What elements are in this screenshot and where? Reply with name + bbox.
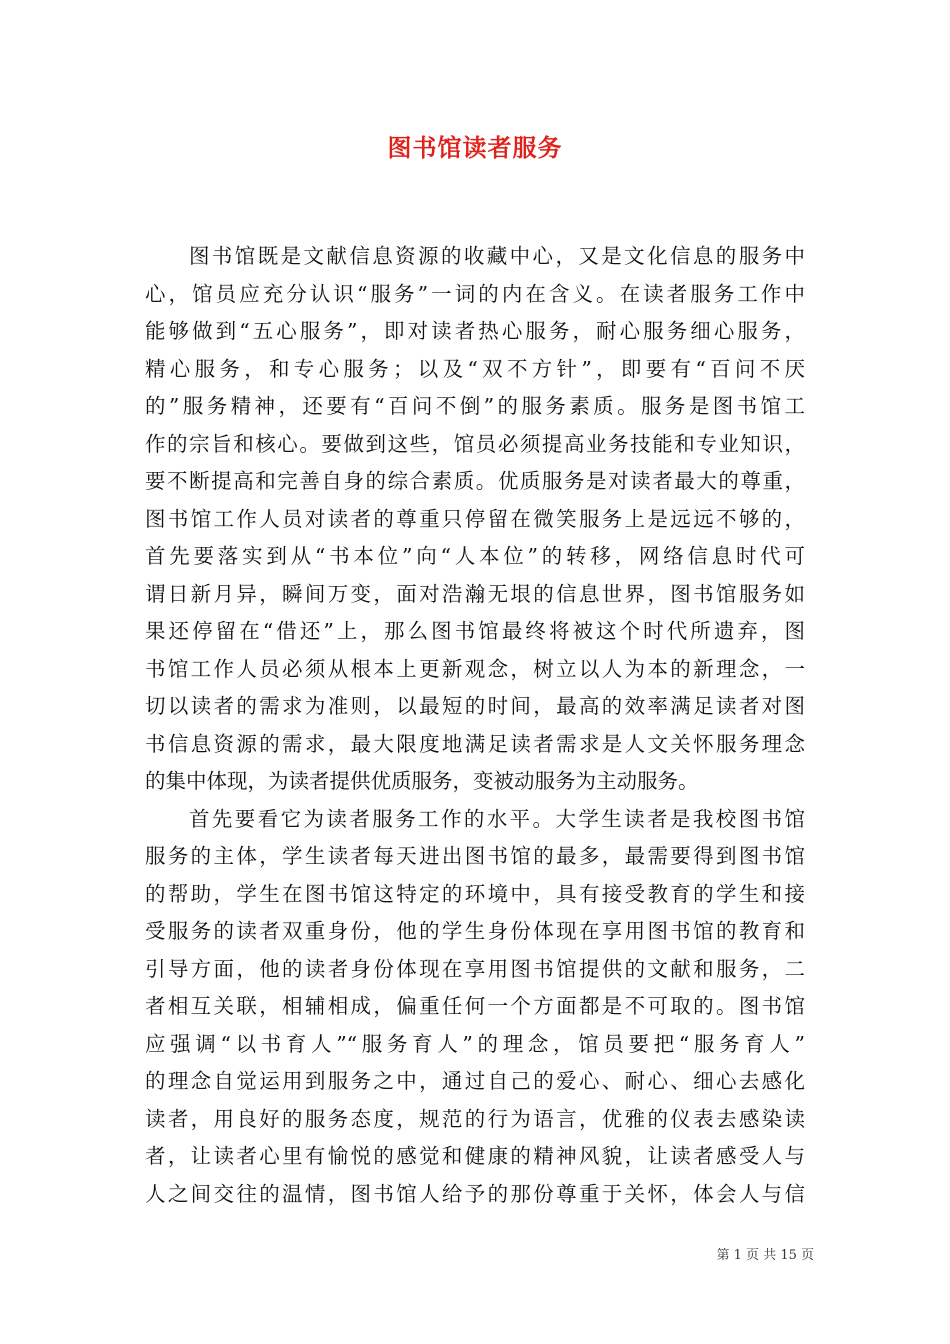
paragraph-line: 的”服务精神，还要有“百问不倒”的服务素质。服务是图书馆工 [145, 394, 805, 418]
paragraph-line: 读者，用良好的服务态度，规范的行为语言，优雅的仪表去感染读 [145, 1106, 805, 1131]
paragraph-line: 图书馆既是文献信息资源的收藏中心，又是文化信息的服务中 [189, 244, 805, 268]
paragraph-line: 应强调“以书育人”“服务育人”的理念，馆员要把“服务育人” [145, 1031, 805, 1056]
paragraph-line: 心，馆员应充分认识“服务”一词的内在含义。在读者服务工作中 [145, 281, 805, 306]
paragraph-line: 的帮助，学生在图书馆这特定的环境中，具有接受教育的学生和接 [145, 881, 805, 906]
paragraph-line: 首先要看它为读者服务工作的水平。大学生读者是我校图书馆 [189, 806, 805, 831]
paragraph-line: 者相互关联，相辅相成，偏重任何一个方面都是不可取的。图书馆 [145, 994, 805, 1018]
paragraph-line: 引导方面，他的读者身份体现在享用图书馆提供的文献和服务，二 [145, 956, 805, 981]
paragraph-1 [145, 238, 805, 801]
paragraph-line: 切以读者的需求为准则，以最短的时间，最高的效率满足读者对图 [145, 694, 805, 718]
paragraph-line: 谓日新月异，瞬间万变，面对浩瀚无垠的信息世界，图书馆服务如 [145, 581, 805, 606]
paragraph-line: 书信息资源的需求，最大限度地满足读者需求是人文关怀服务理念 [145, 731, 805, 756]
paragraph-2 [145, 801, 805, 1214]
paragraph-line: 作的宗旨和核心。要做到这些，馆员必须提高业务技能和专业知识， [145, 431, 805, 456]
paragraph-line: 首先要落实到从“书本位”向“人本位”的转移，网络信息时代可 [145, 544, 805, 568]
paragraph-line: 要不断提高和完善自身的综合素质。优质服务是对读者最大的尊重， [145, 469, 805, 493]
paragraph-line: 果还停留在“借还”上，那么图书馆最终将被这个时代所遗弃，图 [145, 619, 805, 643]
paragraph-line: 能够做到“五心服务”，即对读者热心服务，耐心服务细心服务， [145, 319, 805, 343]
paragraph-line: 精心服务，和专心服务；以及“双不方针”，即要有“百问不厌 [145, 356, 805, 381]
paragraph-line: 者，让读者心里有愉悦的感觉和健康的精神风貌，让读者感受人与 [145, 1144, 805, 1168]
paragraph-line: 图书馆工作人员对读者的尊重只停留在微笑服务上是远远不够的， [145, 506, 805, 531]
paragraph-line: 的理念自觉运用到服务之中，通过自己的爱心、耐心、细心去感化 [145, 1069, 805, 1093]
paragraph-line: 的集中体现，为读者提供优质服务，变被动服务为主动服务。 [145, 769, 699, 793]
paragraph-line: 服务的主体，学生读者每天进出图书馆的最多，最需要得到图书馆 [145, 844, 805, 868]
document-title: 图书馆读者服务 [387, 133, 563, 162]
paragraph-line: 人之间交往的温情，图书馆人给予的那份尊重于关怀，体会人与信 [145, 1181, 805, 1206]
paragraph-line: 书馆工作人员必须从根本上更新观念，树立以人为本的新理念，一 [145, 656, 805, 681]
paragraph-line: 受服务的读者双重身份，他的学生身份体现在享用图书馆的教育和 [145, 919, 805, 943]
page-number-footer: 第 1 页 共 15 页 [716, 1248, 814, 1263]
document-body [145, 238, 805, 1213]
